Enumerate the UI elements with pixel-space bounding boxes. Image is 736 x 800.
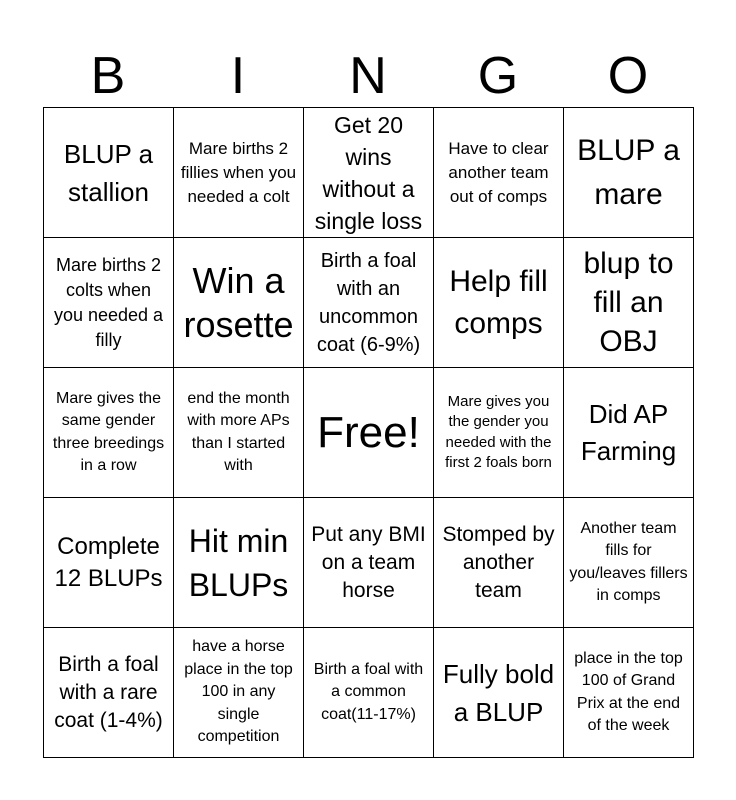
bingo-cell[interactable] bbox=[44, 368, 174, 498]
bingo-cell-text: Another team fills for you/leaves fillers in comps bbox=[569, 519, 688, 604]
header-letter-g: G bbox=[477, 47, 519, 105]
header-letter-o: O bbox=[607, 47, 649, 105]
bingo-cell-text: Fully bold a BLUP bbox=[442, 658, 555, 727]
bingo-cell[interactable] bbox=[174, 108, 304, 238]
bingo-cell[interactable] bbox=[564, 498, 694, 628]
bingo-cell-text: Mare gives you the gender you needed with the first 2 foals born bbox=[445, 392, 552, 471]
bingo-cell-text: place in the top 100 of Grand Prix at the end of the week bbox=[574, 649, 683, 734]
bingo-cell[interactable] bbox=[44, 628, 174, 758]
bingo-cell-text: Stomped by another team bbox=[442, 522, 555, 602]
bingo-cell-text: Mare births 2 colts when you needed a filly bbox=[53, 254, 164, 350]
bingo-card bbox=[43, 107, 694, 758]
free-space-text: Free! bbox=[317, 407, 420, 457]
header-letter-i: I bbox=[230, 47, 246, 105]
bingo-cell[interactable] bbox=[304, 628, 434, 758]
free-space[interactable] bbox=[304, 368, 434, 498]
bingo-cell-text: have a horse place in the top 100 in any single competition bbox=[184, 638, 293, 746]
bingo-cell[interactable] bbox=[434, 368, 564, 498]
bingo-cell[interactable] bbox=[174, 498, 304, 628]
bingo-cell[interactable] bbox=[304, 108, 434, 238]
bingo-cell-text: end the month with more APs than I started with bbox=[187, 389, 290, 474]
bingo-cell[interactable] bbox=[304, 238, 434, 368]
bingo-cell-text: Put any BMI on a team horse bbox=[311, 522, 426, 602]
bingo-cell[interactable] bbox=[434, 498, 564, 628]
bingo-cell[interactable] bbox=[564, 238, 694, 368]
bingo-cell-text: BLUP a stallion bbox=[63, 138, 154, 207]
bingo-cell-text: BLUP a mare bbox=[577, 133, 680, 211]
bingo-cell-text: Help fill comps bbox=[449, 264, 548, 340]
bingo-cell-text: Mare gives the same gender three breedings in a row bbox=[52, 389, 165, 474]
bingo-cell-text: Win a rosette bbox=[183, 259, 294, 345]
bingo-cell[interactable] bbox=[44, 238, 174, 368]
bingo-cell-text: blup to fill an OBJ bbox=[583, 247, 674, 358]
bingo-cell-text: Birth a foal with a rare coat (1-4%) bbox=[54, 652, 163, 732]
bingo-cell[interactable] bbox=[564, 368, 694, 498]
bingo-cell[interactable] bbox=[174, 238, 304, 368]
bingo-cell-text: Complete 12 BLUPs bbox=[54, 532, 163, 592]
bingo-cell[interactable] bbox=[174, 628, 304, 758]
header-letter-n: N bbox=[349, 47, 387, 105]
bingo-cell-text: Have to clear another team out of comps bbox=[448, 138, 549, 206]
bingo-cell-text: Birth a foal with an uncommon coat (6-9%) bbox=[316, 249, 421, 356]
bingo-cell-text: Get 20 wins without a single loss bbox=[314, 111, 423, 234]
bingo-cell-text: Did AP Farming bbox=[580, 398, 677, 466]
bingo-cell[interactable] bbox=[44, 498, 174, 628]
bingo-cell[interactable] bbox=[434, 628, 564, 758]
bingo-cell-text: Birth a foal with a common coat(11-17%) bbox=[313, 660, 424, 723]
bingo-cell-text: Mare births 2 fillies when you needed a colt bbox=[180, 138, 297, 206]
bingo-cell[interactable] bbox=[564, 108, 694, 238]
bingo-cell[interactable] bbox=[434, 108, 564, 238]
bingo-cell-text: Hit min BLUPs bbox=[188, 522, 289, 603]
bingo-cell[interactable] bbox=[564, 628, 694, 758]
header-letter-b: B bbox=[90, 47, 126, 105]
bingo-header bbox=[43, 44, 693, 108]
bingo-cell[interactable] bbox=[174, 368, 304, 498]
bingo-cell[interactable] bbox=[434, 238, 564, 368]
bingo-cell[interactable] bbox=[304, 498, 434, 628]
bingo-cell[interactable] bbox=[44, 108, 174, 238]
